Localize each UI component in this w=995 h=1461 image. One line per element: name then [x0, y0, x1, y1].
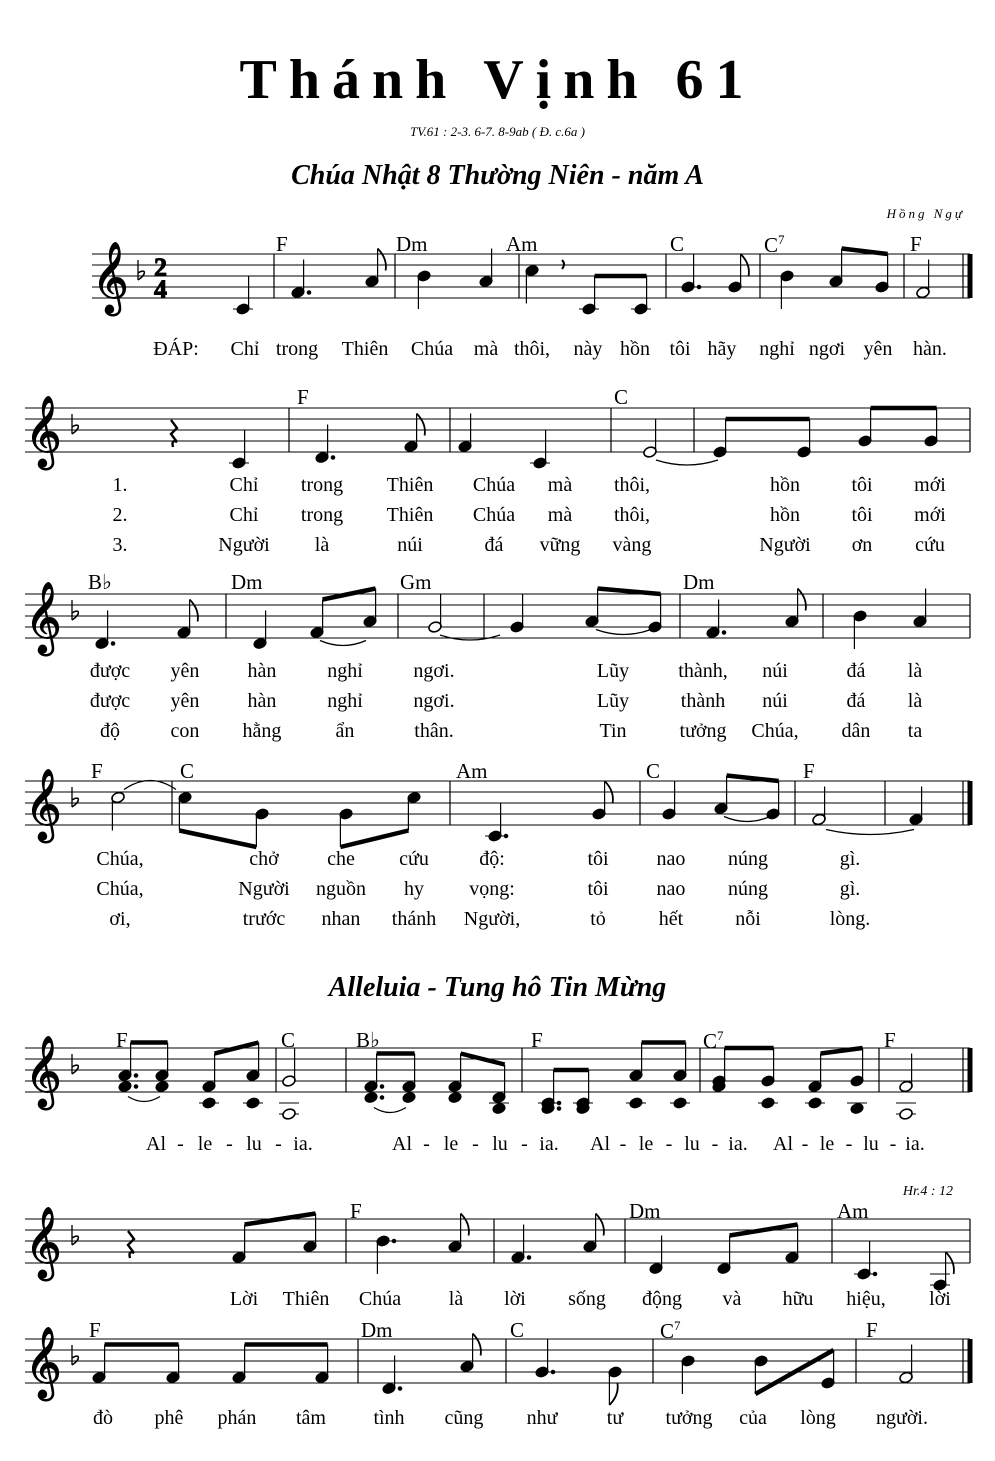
treble-clef-icon: 𝄞: [92, 240, 129, 313]
lyric-word: mà: [547, 474, 573, 496]
lyric-word: và: [722, 1288, 742, 1310]
lyric-word: hồn: [620, 338, 650, 360]
note-head: [808, 1097, 823, 1110]
lyric-word: -: [801, 1133, 809, 1155]
lyric-word: hồn: [770, 504, 800, 526]
chord: C: [180, 759, 195, 783]
lyric-word: yên: [170, 660, 200, 682]
lyric-word: lu: [246, 1133, 262, 1155]
lyric-word: -: [845, 1133, 853, 1155]
lyric-word: le: [819, 1133, 835, 1155]
lyric-word: Người: [218, 534, 270, 556]
chord: F: [116, 1028, 128, 1052]
lyric-word: thôi,: [613, 504, 651, 526]
lyric-word: lời: [504, 1288, 526, 1310]
chord: F: [297, 385, 309, 409]
lyric-word: -: [711, 1133, 719, 1155]
lyric-word: -: [472, 1133, 479, 1155]
note-head: [448, 1091, 463, 1104]
lyric-word: núi: [762, 660, 788, 682]
lyric-word: Người: [759, 534, 811, 556]
tie: [596, 630, 651, 635]
dot: [697, 285, 701, 289]
lyric-word: độ: [100, 720, 120, 742]
lyric-word: của: [739, 1407, 767, 1429]
lyric-word: người.: [876, 1407, 928, 1429]
lyric-word: -: [521, 1133, 528, 1155]
chord: F: [866, 1318, 878, 1342]
lyric-word: gì.: [839, 848, 861, 870]
lyric-word: núi: [762, 690, 788, 712]
lyric-word: phán: [217, 1407, 257, 1429]
note-flag: [596, 1214, 604, 1236]
lyric-word: ta: [907, 720, 923, 742]
chord: B♭: [356, 1028, 380, 1052]
page-title: Thánh Vịnh 61: [239, 49, 756, 111]
lyric-word: Chúa: [472, 474, 516, 496]
chord: C: [510, 1318, 525, 1342]
lyric-word: sống: [568, 1288, 606, 1310]
lyric-word: hết: [658, 908, 684, 930]
chord: F: [884, 1028, 896, 1052]
lyric-word: ia.: [539, 1133, 559, 1155]
scripture-reference: Hr.4 : 12: [902, 1184, 953, 1199]
chord: Am: [506, 232, 538, 256]
treble-clef-icon: 𝄞: [25, 767, 62, 840]
chord: Am: [837, 1199, 869, 1223]
lyric-word: cứu: [915, 534, 945, 556]
lyric-word: Người,: [463, 908, 521, 930]
lyric-word: trong: [300, 504, 344, 526]
lyric-word: mới: [914, 474, 946, 496]
lyric-word: Chúa: [358, 1288, 402, 1310]
lyric-word: -: [177, 1133, 184, 1155]
tie: [124, 781, 176, 790]
lyric-word: thân.: [414, 720, 454, 742]
dot: [873, 1272, 877, 1276]
dot: [392, 1239, 396, 1243]
lyric-word: 1.: [112, 474, 128, 496]
note-head: [282, 1108, 297, 1121]
lyric-word: hàn: [247, 660, 277, 682]
chord: Am: [456, 759, 488, 783]
lyric-word: lu: [492, 1133, 508, 1155]
lyric-word: mới: [914, 504, 946, 526]
chord: $C^7$: [764, 232, 785, 257]
lyric-word: động: [642, 1288, 682, 1310]
lyric-word: le: [443, 1133, 459, 1155]
note-head: [629, 1097, 644, 1110]
tie: [724, 817, 770, 822]
note-head: [850, 1102, 865, 1115]
treble-clef-icon: 𝄞: [25, 394, 62, 467]
dot: [380, 1085, 384, 1089]
treble-clef-icon: 𝄞: [25, 1034, 62, 1107]
lyric-word: hồn: [770, 474, 800, 496]
lyric-word: ơn: [851, 534, 873, 556]
lyric-word: ĐÁP:: [153, 338, 199, 360]
lyric-word: tỏ: [590, 908, 606, 930]
lyric-word: phê: [154, 1407, 184, 1429]
lyric-word: -: [889, 1133, 897, 1155]
lyric-word: hàn.: [913, 338, 947, 360]
treble-clef-icon: 𝄞: [25, 1205, 62, 1278]
chord: Gm: [400, 570, 432, 594]
dot: [307, 291, 311, 295]
lyric-word: nguồn: [316, 878, 366, 900]
chord: F: [910, 232, 922, 256]
lyric-word: hiệu,: [846, 1288, 886, 1310]
dot: [504, 834, 508, 838]
lyric-word: trước: [242, 908, 286, 930]
note-flag: [378, 249, 386, 271]
note-flag: [190, 600, 198, 622]
lyric-word: lòng: [800, 1407, 836, 1429]
time-signature-numerator: 2: [154, 253, 167, 282]
lyric-word: Người: [238, 878, 290, 900]
lyric-word: là: [907, 660, 923, 682]
lyric-word: -: [275, 1133, 282, 1155]
dot: [134, 1085, 138, 1089]
note-head: [761, 1097, 776, 1110]
lyric-word: là: [907, 690, 923, 712]
lyric-word: thành: [680, 690, 726, 712]
note-head: [673, 1097, 688, 1110]
lyric-word: Thiên: [341, 338, 389, 360]
lyric-word: tư: [606, 1407, 624, 1429]
lyric-word: Thiên: [386, 504, 434, 526]
lyric-word: tưởng: [679, 720, 727, 742]
lyric-word: là: [314, 534, 330, 556]
tie: [128, 1097, 160, 1102]
lyric-word: Chúa,: [751, 720, 799, 742]
lyric-word: lu: [863, 1133, 879, 1155]
note-head: [492, 1102, 507, 1115]
lyric-word: ơi,: [109, 908, 131, 930]
note-flag: [798, 589, 806, 611]
psalm-section-heading: Chúa Nhật 8 Thường Niên - năm A: [291, 160, 704, 191]
lyric-word: con: [170, 720, 200, 742]
tie: [320, 641, 366, 646]
note-flag: [609, 1383, 617, 1405]
quarter-rest-icon: [171, 420, 177, 447]
lyric-word: ia.: [728, 1133, 748, 1155]
lyric-word: -: [423, 1133, 430, 1155]
note-head: [118, 1080, 133, 1093]
lyric-word: Chúa: [410, 338, 454, 360]
chord: F: [89, 1318, 101, 1342]
lyric-word: le: [197, 1133, 213, 1155]
lyric-word: yên: [170, 690, 200, 712]
lyric-word: ngơi.: [413, 690, 455, 712]
lyric-word: Al: [146, 1133, 166, 1155]
alleluia-section-heading: Alleluia - Tung hô Tin Mừng: [328, 972, 667, 1003]
note-head: [402, 1091, 417, 1104]
lyric-word: ngơi: [808, 338, 846, 360]
chord: C: [670, 232, 685, 256]
lyric-word: này: [573, 338, 603, 360]
dot: [380, 1096, 384, 1100]
lyric-word: -: [619, 1133, 627, 1155]
chord: Dm: [231, 570, 263, 594]
lyric-word: thánh: [391, 908, 437, 930]
lyric-word: lòng.: [829, 908, 871, 930]
lyric-word: nghỉ: [759, 338, 795, 360]
chord: Dm: [396, 232, 428, 256]
lyric-word: cũng: [444, 1407, 484, 1429]
dot: [557, 1101, 561, 1105]
quarter-rest-icon: [128, 1231, 134, 1258]
dot: [722, 631, 726, 635]
chord: F: [91, 759, 103, 783]
chord: C: [646, 759, 661, 783]
note-flag: [473, 1334, 481, 1356]
note-flag: [461, 1214, 469, 1236]
lyric-word: hãy: [707, 338, 737, 360]
lyric-word: ia.: [905, 1133, 925, 1155]
lyric-word: nhan: [321, 908, 361, 930]
note-head: [246, 1097, 261, 1110]
time-signature-denominator: 4: [154, 275, 167, 304]
lyric-word: ẩn: [335, 720, 355, 742]
lyric-word: ngơi.: [413, 660, 455, 682]
treble-clef-icon: 𝄞: [25, 580, 62, 653]
lyric-word: Lời: [229, 1288, 259, 1310]
lyric-word: núng: [728, 878, 768, 900]
treble-clef-icon: 𝄞: [25, 1325, 62, 1398]
lyric-word: tâm: [296, 1407, 326, 1429]
lyric-word: tôi: [587, 848, 609, 870]
lyric-word: nỗi: [735, 908, 761, 930]
chord: $C^7$: [703, 1028, 724, 1053]
lyric-word: Chỉ: [230, 338, 260, 360]
lyric-word: tưởng: [665, 1407, 713, 1429]
lyric-word: cứu: [399, 848, 429, 870]
lyric-word: vững: [539, 534, 581, 556]
lyric-word: thôi,: [513, 338, 551, 360]
lyric-word: nghỉ: [327, 690, 363, 712]
lyric-word: lu: [684, 1133, 700, 1155]
beam: [821, 1048, 863, 1054]
lyric-word: yên: [863, 338, 893, 360]
chord: C: [281, 1028, 296, 1052]
beam: [598, 589, 661, 595]
lyric-word: lời: [929, 1288, 951, 1310]
lyric-word: trong: [275, 338, 319, 360]
chord: Dm: [361, 1318, 393, 1342]
lyric-word: hy: [404, 878, 424, 900]
lyric-word: Al: [392, 1133, 412, 1155]
note-head: [364, 1091, 379, 1104]
lyric-word: thành,: [678, 660, 728, 682]
chord: $C^7$: [660, 1318, 681, 1343]
dot: [551, 1370, 555, 1374]
lyric-word: đá: [846, 690, 866, 712]
chord: F: [350, 1199, 362, 1223]
lyric-word: hằng: [242, 720, 282, 742]
lyric-word: trong: [300, 474, 344, 496]
lyric-word: mà: [473, 338, 499, 360]
chord: F: [803, 759, 815, 783]
dot: [111, 642, 115, 646]
lyric-word: Tin: [599, 720, 627, 742]
chord: C: [614, 385, 629, 409]
lyric-word: vàng: [612, 534, 652, 556]
lyric-word: Al: [590, 1133, 610, 1155]
lyric-word: hữu: [782, 1288, 814, 1310]
lyric-word: -: [226, 1133, 233, 1155]
lyric-word: Chỉ: [229, 504, 259, 526]
dot: [527, 1256, 531, 1260]
lyric-word: được: [89, 690, 131, 712]
lyric-word: tôi: [669, 338, 691, 360]
lyric-word: núi: [397, 534, 423, 556]
lyric-word: độ:: [479, 848, 505, 870]
chord: Dm: [629, 1199, 661, 1223]
lyric-word: 2.: [112, 504, 128, 526]
lyric-word: le: [638, 1133, 654, 1155]
lyric-word: Chúa,: [96, 848, 144, 870]
lyric-word: tình: [373, 1407, 405, 1429]
chord: F: [276, 232, 288, 256]
tie: [656, 460, 718, 465]
lyric-word: đá: [484, 534, 504, 556]
lyric-word: nao: [656, 848, 686, 870]
lyric-word: đá: [846, 660, 866, 682]
dot: [398, 1387, 402, 1391]
lyric-word: tôi: [851, 474, 873, 496]
lyric-word: 3.: [112, 534, 128, 556]
note-head: [155, 1080, 170, 1093]
dot: [134, 1074, 138, 1078]
lyric-word: vọng:: [469, 878, 515, 900]
beam: [179, 831, 256, 848]
lyric-word: như: [526, 1407, 558, 1429]
lyric-word: Chúa: [472, 504, 516, 526]
lyric-word: Chỉ: [229, 474, 259, 496]
chord: B♭: [88, 570, 112, 594]
note-head: [899, 1108, 914, 1121]
lyric-word: đò: [93, 1407, 113, 1429]
composer-credit: Hồng Ngự: [886, 206, 965, 221]
lyric-word: Lũy: [596, 660, 630, 682]
chord: Dm: [683, 570, 715, 594]
dot: [331, 456, 335, 460]
lyric-word: ia.: [293, 1133, 313, 1155]
tie: [374, 1108, 406, 1113]
lyric-word: -: [665, 1133, 673, 1155]
lyric-word: Al: [773, 1133, 793, 1155]
lyric-word: hàn: [247, 690, 277, 712]
chord: F: [531, 1028, 543, 1052]
psalm-reference: TV.61 : 2-3. 6-7. 8-9ab ( Đ. c.6a ): [410, 124, 585, 139]
lyric-word: được: [89, 660, 131, 682]
lyric-word: Thiên: [386, 474, 434, 496]
note-head: [202, 1097, 217, 1110]
lyric-word: chở: [249, 848, 279, 870]
lyric-word: dân: [841, 720, 871, 742]
lyric-word: Thiên: [282, 1288, 330, 1310]
beam: [340, 831, 408, 848]
beam: [727, 776, 779, 782]
lyric-word: thôi,: [613, 474, 651, 496]
lyric-word: núng: [728, 848, 768, 870]
lyric-word: nao: [656, 878, 686, 900]
lyric-word: gì.: [839, 878, 861, 900]
lyric-word: mà: [547, 504, 573, 526]
lyric-word: tôi: [851, 504, 873, 526]
tie: [826, 830, 914, 835]
lyric-word: Chúa,: [96, 878, 144, 900]
note-flag: [417, 414, 425, 436]
lyric-word: tôi: [587, 878, 609, 900]
lyric-word: là: [448, 1288, 464, 1310]
beam: [842, 249, 888, 255]
lyric-word: che: [327, 848, 355, 870]
lyric-word: Lũy: [596, 690, 630, 712]
lyric-word: nghỉ: [327, 660, 363, 682]
dot: [557, 1107, 561, 1111]
